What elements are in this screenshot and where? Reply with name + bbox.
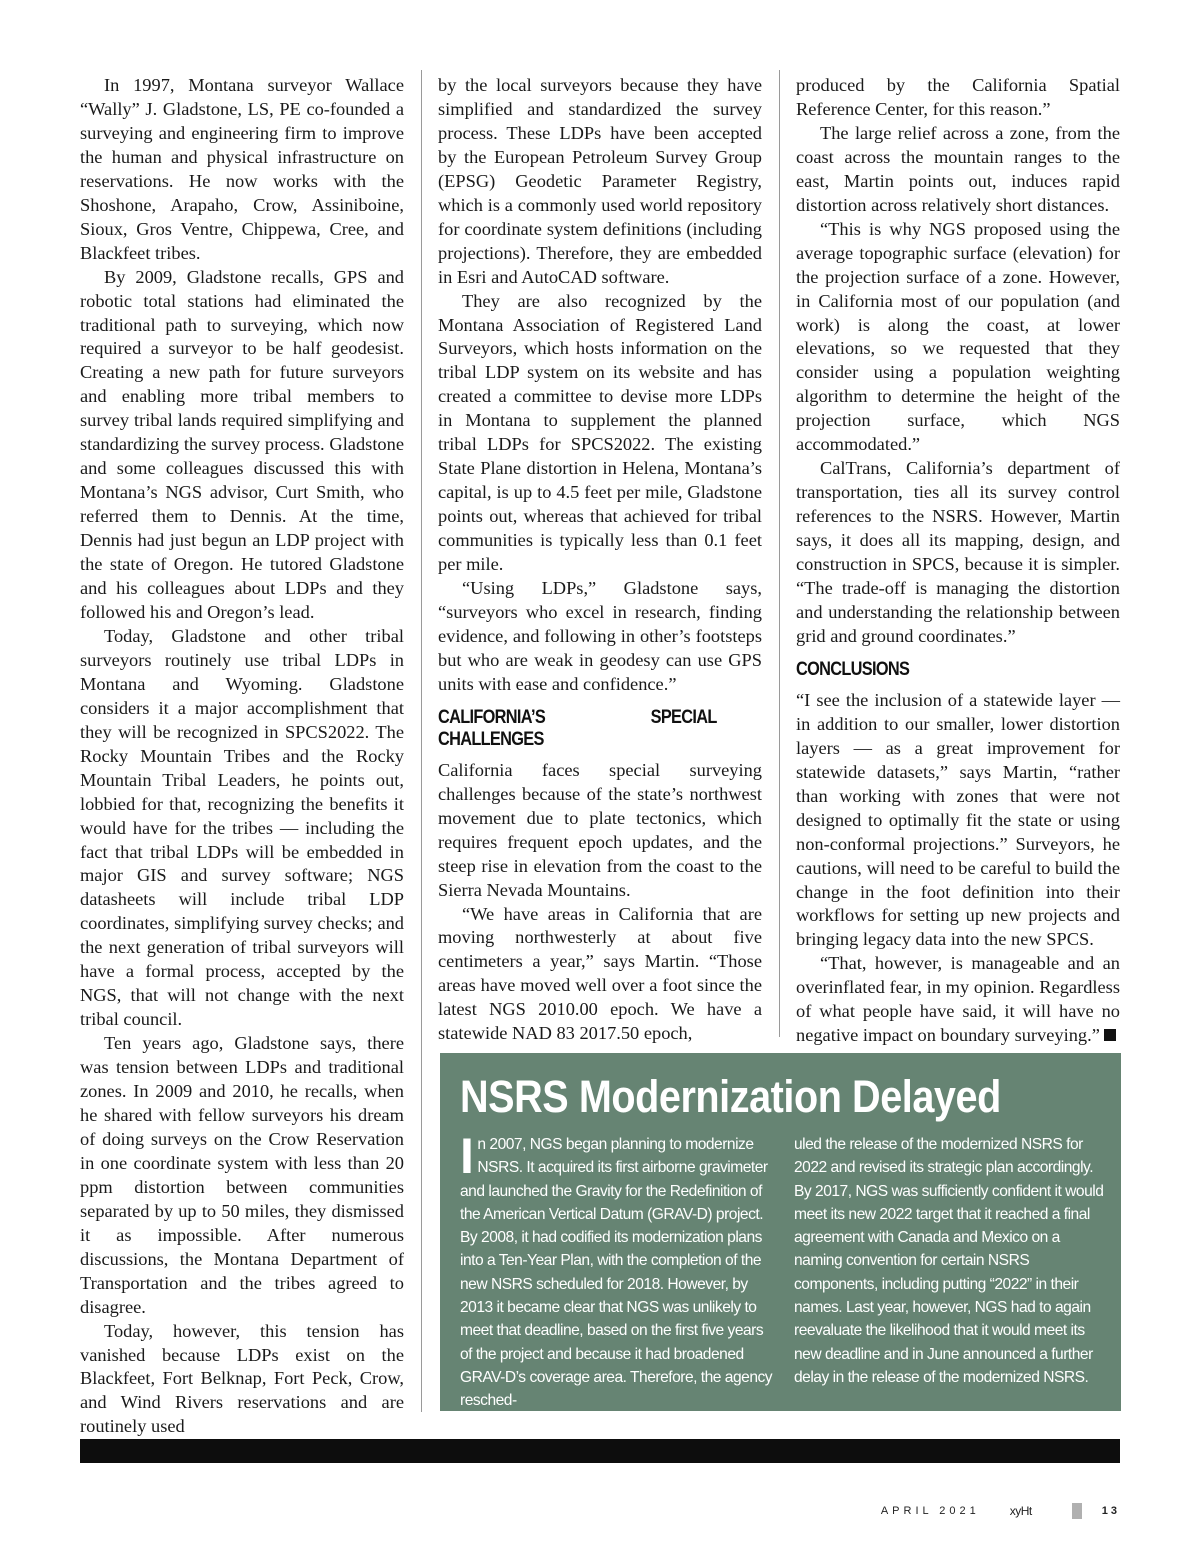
page-number: 13: [1101, 1505, 1120, 1517]
sidebar-paragraph: uled the release of the modernized NSRS for 2022 and revised its strategic plan accordingly. By 2017, NGS was sufficiently confident it would meet its new 2022 target that it reached a final agreement with Canada and Mexico on a naming convention for certain NSRS components, including putting “2022” in their names. Last year, however, NGS had to again reevaluate the likelihood that it would meet its new deadline and in June announced a further delay in the release of the modernized NSRS.: [794, 1136, 1104, 1386]
column-divider: [421, 70, 422, 1412]
sidebar-text: n 2007, NGS began planning to modernize NSRS. It acquired its first airborne gravimeter and launched the Gravity for the Redefinition of the American Vertical Datum (GRAV-D) project. By 2008, it had codified its modernization plans into a Ten-Year Plan, with the completion of the new NSRS scheduled for 2018. However, by 2013 it became clear that NGS was unlikely to meet that deadline, based on the first five years of the project and because it had broadened GRAV-D’s coverage area. Therefore, the agency resched-: [460, 1136, 773, 1410]
sidebar-column-2: [794, 1133, 1110, 1389]
column-divider: [779, 70, 780, 1037]
paragraph: The large relief across a zone, from the coast across the mountain ranges to the east, Martin points out, induces rapid distortion across relatively short distances.: [796, 122, 1120, 215]
page-footer: [881, 1503, 1120, 1519]
paragraph: [796, 952, 1120, 1048]
sidebar-box: [440, 1053, 1121, 1411]
paragraph: “We have areas in California that are moving northwesterly at about five centimeters a year,” says Martin. “Those areas have moved well over a foot since the latest NGS 2010.00 epoch. We have a statewide NAD 83 2017.50 epoch,: [438, 903, 762, 1044]
sidebar-column-1: [460, 1128, 776, 1413]
drop-cap: I: [460, 1128, 474, 1184]
paragraph: In 1997, Montana surveyor Wallace “Wally” J. Gladstone, LS, PE co-founded a surveying and engineering firm to improve the human and physical infrastructure on reservations. He now works with the Shoshone, Arapaho, Crow, Assiniboine, Sioux, Gros Ventre, Chippewa, Cree, and Blackfeet tribes.: [80, 75, 404, 263]
section-heading-california: CALIFORNIA’S SPECIAL CHALLENGES: [438, 706, 717, 750]
article-column-3: [796, 74, 1120, 1048]
paragraph: By 2009, Gladstone recalls, GPS and robotic total stations had eliminated the traditional path to surveying, which now required a surveyor to be half geodesist. Creating a new path for future surveyors and enabling more tribal members to survey tribal lands required simplifying and standardizing the survey process. Gladstone and some colleagues discussed this with Montana’s NGS advisor, Curt Smith, who referred them to Dennis. At the time, Dennis had just begun an LDP project with the state of Oregon. He tutored Gladstone and his colleagues about LDPs and they followed his and Oregon’s lead.: [80, 266, 404, 622]
article-column-1: [80, 74, 404, 1439]
paragraph: “I see the inclusion of a statewide layer — in addition to our smaller, lower distortion layers — as a great improvement for statewide datasets,” says Martin, “rather than working with zones that were not designed to optimally fit the state or using non-conformal projections.” Surveyors, he cautions, will need to be careful to build the change in the foot definition into their workflows for setting up new projects and bringing legacy data into the new SPCS.: [796, 689, 1120, 950]
paragraph: CalTrans, California’s department of transportation, ties all its survey control references to the NSRS. However, Martin says, it does all its mapping, design, and construction in SPCS, because it is simpler. “The trade-off is managing the distortion and understanding the relationship between grid and ground coordinates.”: [796, 458, 1120, 646]
end-mark-icon: [1104, 1029, 1116, 1041]
sidebar-title: NSRS Modernization Delayed: [460, 1071, 1001, 1122]
paragraph: “This is why NGS proposed using the average topographic surface (elevation) for the projection surface of a zone. However, in California most of our population (and work) is along the coast, at lower elevations, so we requested that they consider using a population weighting algorithm to determine the height of the projection surface, which NGS accommodated.”: [796, 218, 1120, 455]
magazine-name: xyHt: [1009, 1504, 1032, 1518]
sidebar-paragraph: [460, 1128, 776, 1413]
issue-date: APRIL 2021: [880, 1505, 980, 1517]
paragraph: Ten years ago, Gladstone says, there was tension between LDPs and traditional zones. In 2009 and 2010, he recalls, when he shared with fellow surveyors his dream of doing surveys on the Crow Reservation in one coordinate system with less than 20 ppm distortion between communities separated by up to 50 miles, they dismissed it as impossible. After numerous discussions, the Montana Department of Transportation and the tribes agreed to disagree.: [80, 1033, 404, 1317]
paragraph: California faces special surveying challenges because of the state’s northwest movement due to plate tectonics, which requires frequent epoch updates, and the steep rise in elevation from the coast to the Sierra Nevada Mountains.: [438, 759, 762, 900]
separator-block: [1072, 1503, 1082, 1519]
paragraph: Today, however, this tension has vanished because LDPs exist on the Blackfeet, Fort Belknap, Fort Peck, Crow, and Wind Rivers reservations and are routinely used: [80, 1320, 404, 1437]
paragraph: produced by the California Spatial Reference Center, for this reason.”: [796, 75, 1120, 119]
paragraph: They are also recognized by the Montana Association of Registered Land Surveyors, which hosts information on the tribal LDP system on its website and has created a committee to devise more LDPs in Montana to supplement the planned tribal LDPs for SPCS2022. The existing State Plane distortion in Helena, Montana’s capital, is up to 4.5 feet per mile, Gladstone points out, whereas that achieved for tribal communities is typically less than 0.1 feet per mile.: [438, 290, 762, 575]
paragraph: “Using LDPs,” Gladstone says, “surveyors who excel in research, finding evidence, and following in other’s footsteps but who are weak in geodesy can use GPS units with ease and confidence.”: [438, 578, 762, 694]
footer-bar: [80, 1439, 1120, 1463]
article-column-2: [438, 74, 762, 1046]
paragraph: Today, Gladstone and other tribal surveyors routinely use tribal LDPs in Montana and Wyoming. Gladstone considers it a major accomplishment that they will be recognized in SPCS2022. The Rocky Mountain Tribes and the Rocky Mountain Tribal Leaders, he points out, lobbied for that, recognizing the benefits it would have for the tribes — including the fact that tribal LDPs will be embedded in major GIS and survey software; NGS datasheets will include tribal LDP coordinates, simplifying survey checks; and the next generation of tribal surveyors will have a formal process, accepted by the NGS, that will not change with the next tribal council.: [80, 625, 404, 1030]
paragraph-text: “That, however, is manageable and an overinflated fear, in my opinion. Regardless of what people have said, it will have no negative impact on boundary surveying.”: [796, 953, 1120, 1046]
section-heading-conclusions: CONCLUSIONS: [796, 658, 910, 680]
paragraph: by the local surveyors because they have simplified and standardized the survey process. These LDPs have been accepted by the European Petroleum Survey Group (EPSG) Geodetic Parameter Registry, which is a commonly used world repository for coordinate system definitions (including projections). Therefore, they are embedded in Esri and AutoCAD software.: [438, 75, 762, 287]
